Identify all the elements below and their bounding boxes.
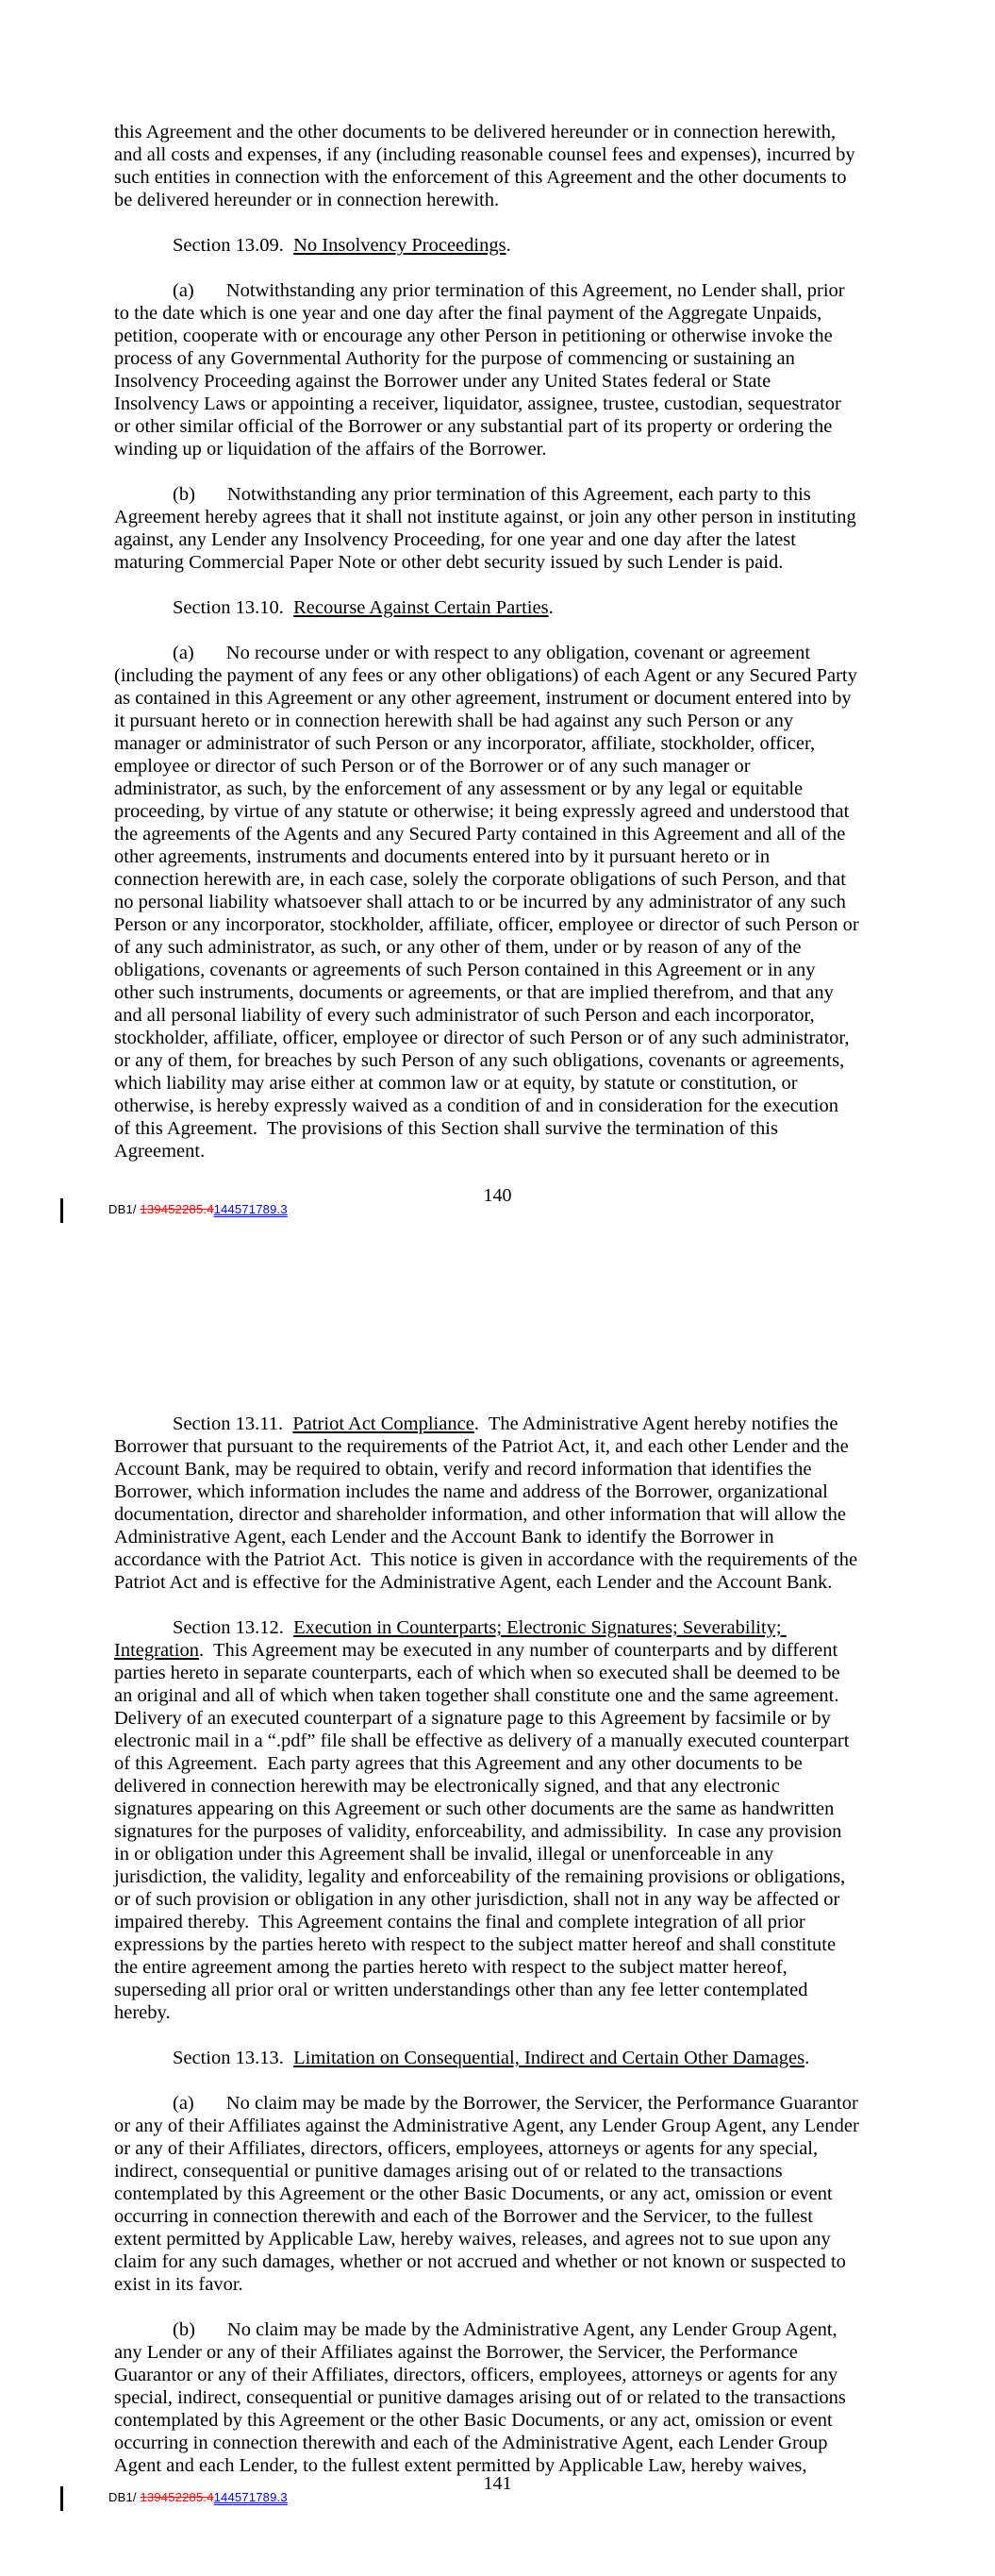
doc-number-prefix: DB1/ [108, 2490, 137, 2504]
section-title: Limitation on Consequential, Indirect and Certain Other Damages [293, 2048, 805, 2068]
deleted-doc-number: 139452285.4 [140, 2490, 214, 2504]
section-title: Patriot Act Compliance [292, 1413, 474, 1434]
section-number: Section 13.10. [173, 597, 284, 618]
inserted-doc-number: 144571789.3 [213, 1202, 288, 1216]
paragraph-text: . The Administrative Agent hereby notifies the Borrower that pursuant to the requirements of the Patriot Act, it, and each other Lender and the Account Bank, may be required to obtain, verify and record information that identifies the Borrower, which information includes the name and address of the Borrower, organizational documentation, director and shareholder information, and other information that will allow the Administrative Agent, each Lender and the Account Bank to identify the Borrower in accordance with the Patriot Act. This notice is given in accordance with the requirements of the Patriot Act and is effective for the Administrative Agent, each Lender and the Account Bank. [114, 1413, 863, 1593]
page-number: 140 [483, 1185, 512, 1206]
paragraph-section-13-12 [114, 1616, 859, 2024]
paragraph-text: No claim may be made by the Administrative Agent, any Lender Group Agent, any Lender or any of their Affiliates against the Borrower, the Servicer, the Performance Guarantor or any of their Affiliates, directors, officers, employees, attorneys or agents for any special, indirect, consequential or punitive damages arising out of or related to the transactions contemplated by this Agreement or the other Basic Documents, or any act, omission or event occurring in connection therewith and each of the Administrative Agent, each Lender Group Agent and each Lender, to the fullest extent permitted by Applicable Law, hereby waives, [114, 2319, 852, 2476]
clause-label: (a) [173, 2093, 194, 2114]
paragraph-text: No recourse under or with respect to any obligation, covenant or agreement (including the payment of any fees or any other obligations) of each Agent or any Secured Party as contained in this Agreement or any other agreement, instrument or document entered into by it pursuant hereto or in connection herewith shall be had against any such Person or any manager or administrator of such Person or any incorporator, affiliate, stockholder, officer, employee or director of such Person or of the Borrower or of any such manager or administrator, as such, by the enforcement of any assessment or by any legal or equitable proceeding, by virtue of any statute or otherwise; it being expressly agreed and understood that the agreements of the Agents and any Secured Party contained in this Agreement and all of the other agreements, instruments and documents entered into by it pursuant hereto or in connection herewith are, in each case, solely the corporate obligations of such Person, and that no personal liability whatsoever shall attach to or be incurred by any administrator of any such Person or any incorporator, stockholder, affiliate, officer, employee or director of such Person or of any such administrator, as such, or any other of them, under or by reason of any of the obligations, covenants or agreements of such Person contained in this Agreement or in any other such instruments, documents or agreements, or that are implied therefrom, and that any and all personal liability of every such administrator of such Person and each incorporator, stockholder, affiliate, officer, employee or director of such Person or of any such administrator, or any of them, for breaches by such Person of any such obligations, covenants or agreements, which liability may arise either at common law or at equity, by statute or constitution, or otherwise, is hereby expressly waived as a condition of and in consideration for the execution of this Agreement. The provisions of this Section shall survive the termination of this Agreement. [114, 643, 864, 1162]
revision-change-bar [60, 2486, 63, 2511]
section-title-period: . [506, 235, 511, 256]
inserted-doc-number: 144571789.3 [213, 2490, 288, 2504]
page-141-body [114, 1413, 864, 2500]
section-number: Section 13.09. [173, 235, 284, 256]
page-140-body [114, 121, 864, 1185]
clause-label: (a) [173, 280, 194, 301]
document-page-141 [0, 1288, 995, 2576]
document-control-number [108, 1202, 288, 1216]
paragraph-13-13-a [114, 2092, 864, 2296]
revision-change-bar [60, 1198, 63, 1223]
section-number: Section 13.12. [173, 1617, 284, 1638]
paragraph-text: No claim may be made by the Borrower, the Servicer, the Performance Guarantor or any of their Affiliates against the Administrative Agent, any Lender Group Agent, any Lender or any of their Affiliates, directors, officers, employees, attorneys or agents for any special, indirect, consequential or punitive damages arising out of or related to the transactions contemplated by this Agreement or the other Basic Documents, or any act, omission or event occurring in connection therewith and each of the Borrower and the Servicer, to the fullest extent permitted by Applicable Law, hereby waives, releases, and agrees not to sue upon any claim for any such damages, whether or not accrued and whether or not known or suspected to exist in its favor. [114, 2093, 864, 2295]
section-title: Execution in Counterparts; Electronic Signatures; Severability; Integration [114, 1617, 787, 1661]
clause-label: (a) [173, 643, 194, 663]
paragraph-text: Notwithstanding any prior termination of this Agreement, no Lender shall, prior to the date which is one year and one day after the final payment of the Aggregate Unpaids, petition, cooperate with or encourage any other Person in petitioning or otherwise invoke the process of any Governmental Authority for the purpose of commencing or sustaining an Insolvency Proceeding against the Borrower under any United States federal or State Insolvency Laws or appointing a receiver, liquidator, assignee, trustee, custodian, sequestrator or other similar official of the Borrower or any substantial part of its property or ordering the winding up or liquidation of the affairs of the Borrower. [114, 280, 850, 460]
paragraph-13-13-b [114, 2318, 859, 2477]
section-title: Recourse Against Certain Parties [293, 597, 549, 618]
continued-paragraph [114, 121, 859, 211]
heading-section-13-10 [114, 596, 859, 619]
clause-label: (b) [173, 2319, 195, 2340]
section-title-period: . [548, 597, 554, 618]
section-title: No Insolvency Proceedings [293, 235, 506, 256]
paragraph-13-10-a [114, 642, 864, 1163]
paragraph-text: . This Agreement may be executed in any number of counterparts and by different parties hereto in separate counterparts, each of which when so executed shall be deemed to be an original and all of which when taken together shall constitute one and the same agreement. Delivery of an executed counterpart of a signature page to this Agreement by facsimile or by electronic mail in a “.pdf” file shall be effective as delivery of a manually executed counterpart of this Agreement. Each party agrees that this Agreement and any other documents to be delivered in connection herewith may be electronically signed, and that any electronic signatures appearing on this Agreement or such other documents are the same as handwritten signatures for the purposes of validity, enforceability, and admissibility. In case any provision in or obligation under this Agreement shall be invalid, illegal or unenforceable in any jurisdiction, the validity, legality and enforceability of the remaining provisions or obligations, or of such provision or obligation in any other jurisdiction, shall not in any way be affected or impaired thereby. This Agreement contains the final and complete integration of all prior expressions by the parties hereto with respect to the subject matter hereof and shall constitute the entire agreement among the parties hereto with respect to the subject matter hereof, superseding all prior oral or written understandings other than any fee letter contemplated hereby. [114, 1640, 854, 2023]
paragraph-13-09-b [114, 483, 859, 574]
document-control-number [108, 2490, 288, 2504]
paragraph-text: this Agreement and the other documents to be delivered hereunder or in connection herewith, and all costs and expenses, if any (including reasonable counsel fees and expenses), incurred by such entities in connection with the enforcement of this Agreement and the other documents to be delivered hereunder or in connection herewith. [114, 122, 860, 210]
paragraph-text: Notwithstanding any prior termination of this Agreement, each party to this Agreement hereby agrees that it shall not institute against, or join any other person in instituting against, any Lender any Insolvency Proceeding, for one year and one day after the latest maturing Commercial Paper Note or other debt security issued by such Lender is paid. [114, 484, 861, 573]
clause-label: (b) [173, 484, 195, 505]
section-title-period: . [804, 2048, 810, 2068]
heading-section-13-13 [114, 2047, 859, 2069]
deleted-doc-number: 139452285.4 [140, 1202, 214, 1216]
paragraph-section-13-11 [114, 1413, 863, 1594]
page-number: 141 [483, 2473, 512, 2494]
paragraph-13-09-a [114, 279, 859, 460]
section-number: Section 13.11. [173, 1413, 284, 1434]
heading-section-13-09 [114, 234, 859, 257]
doc-number-prefix: DB1/ [108, 1202, 137, 1216]
section-number: Section 13.13. [173, 2048, 284, 2068]
